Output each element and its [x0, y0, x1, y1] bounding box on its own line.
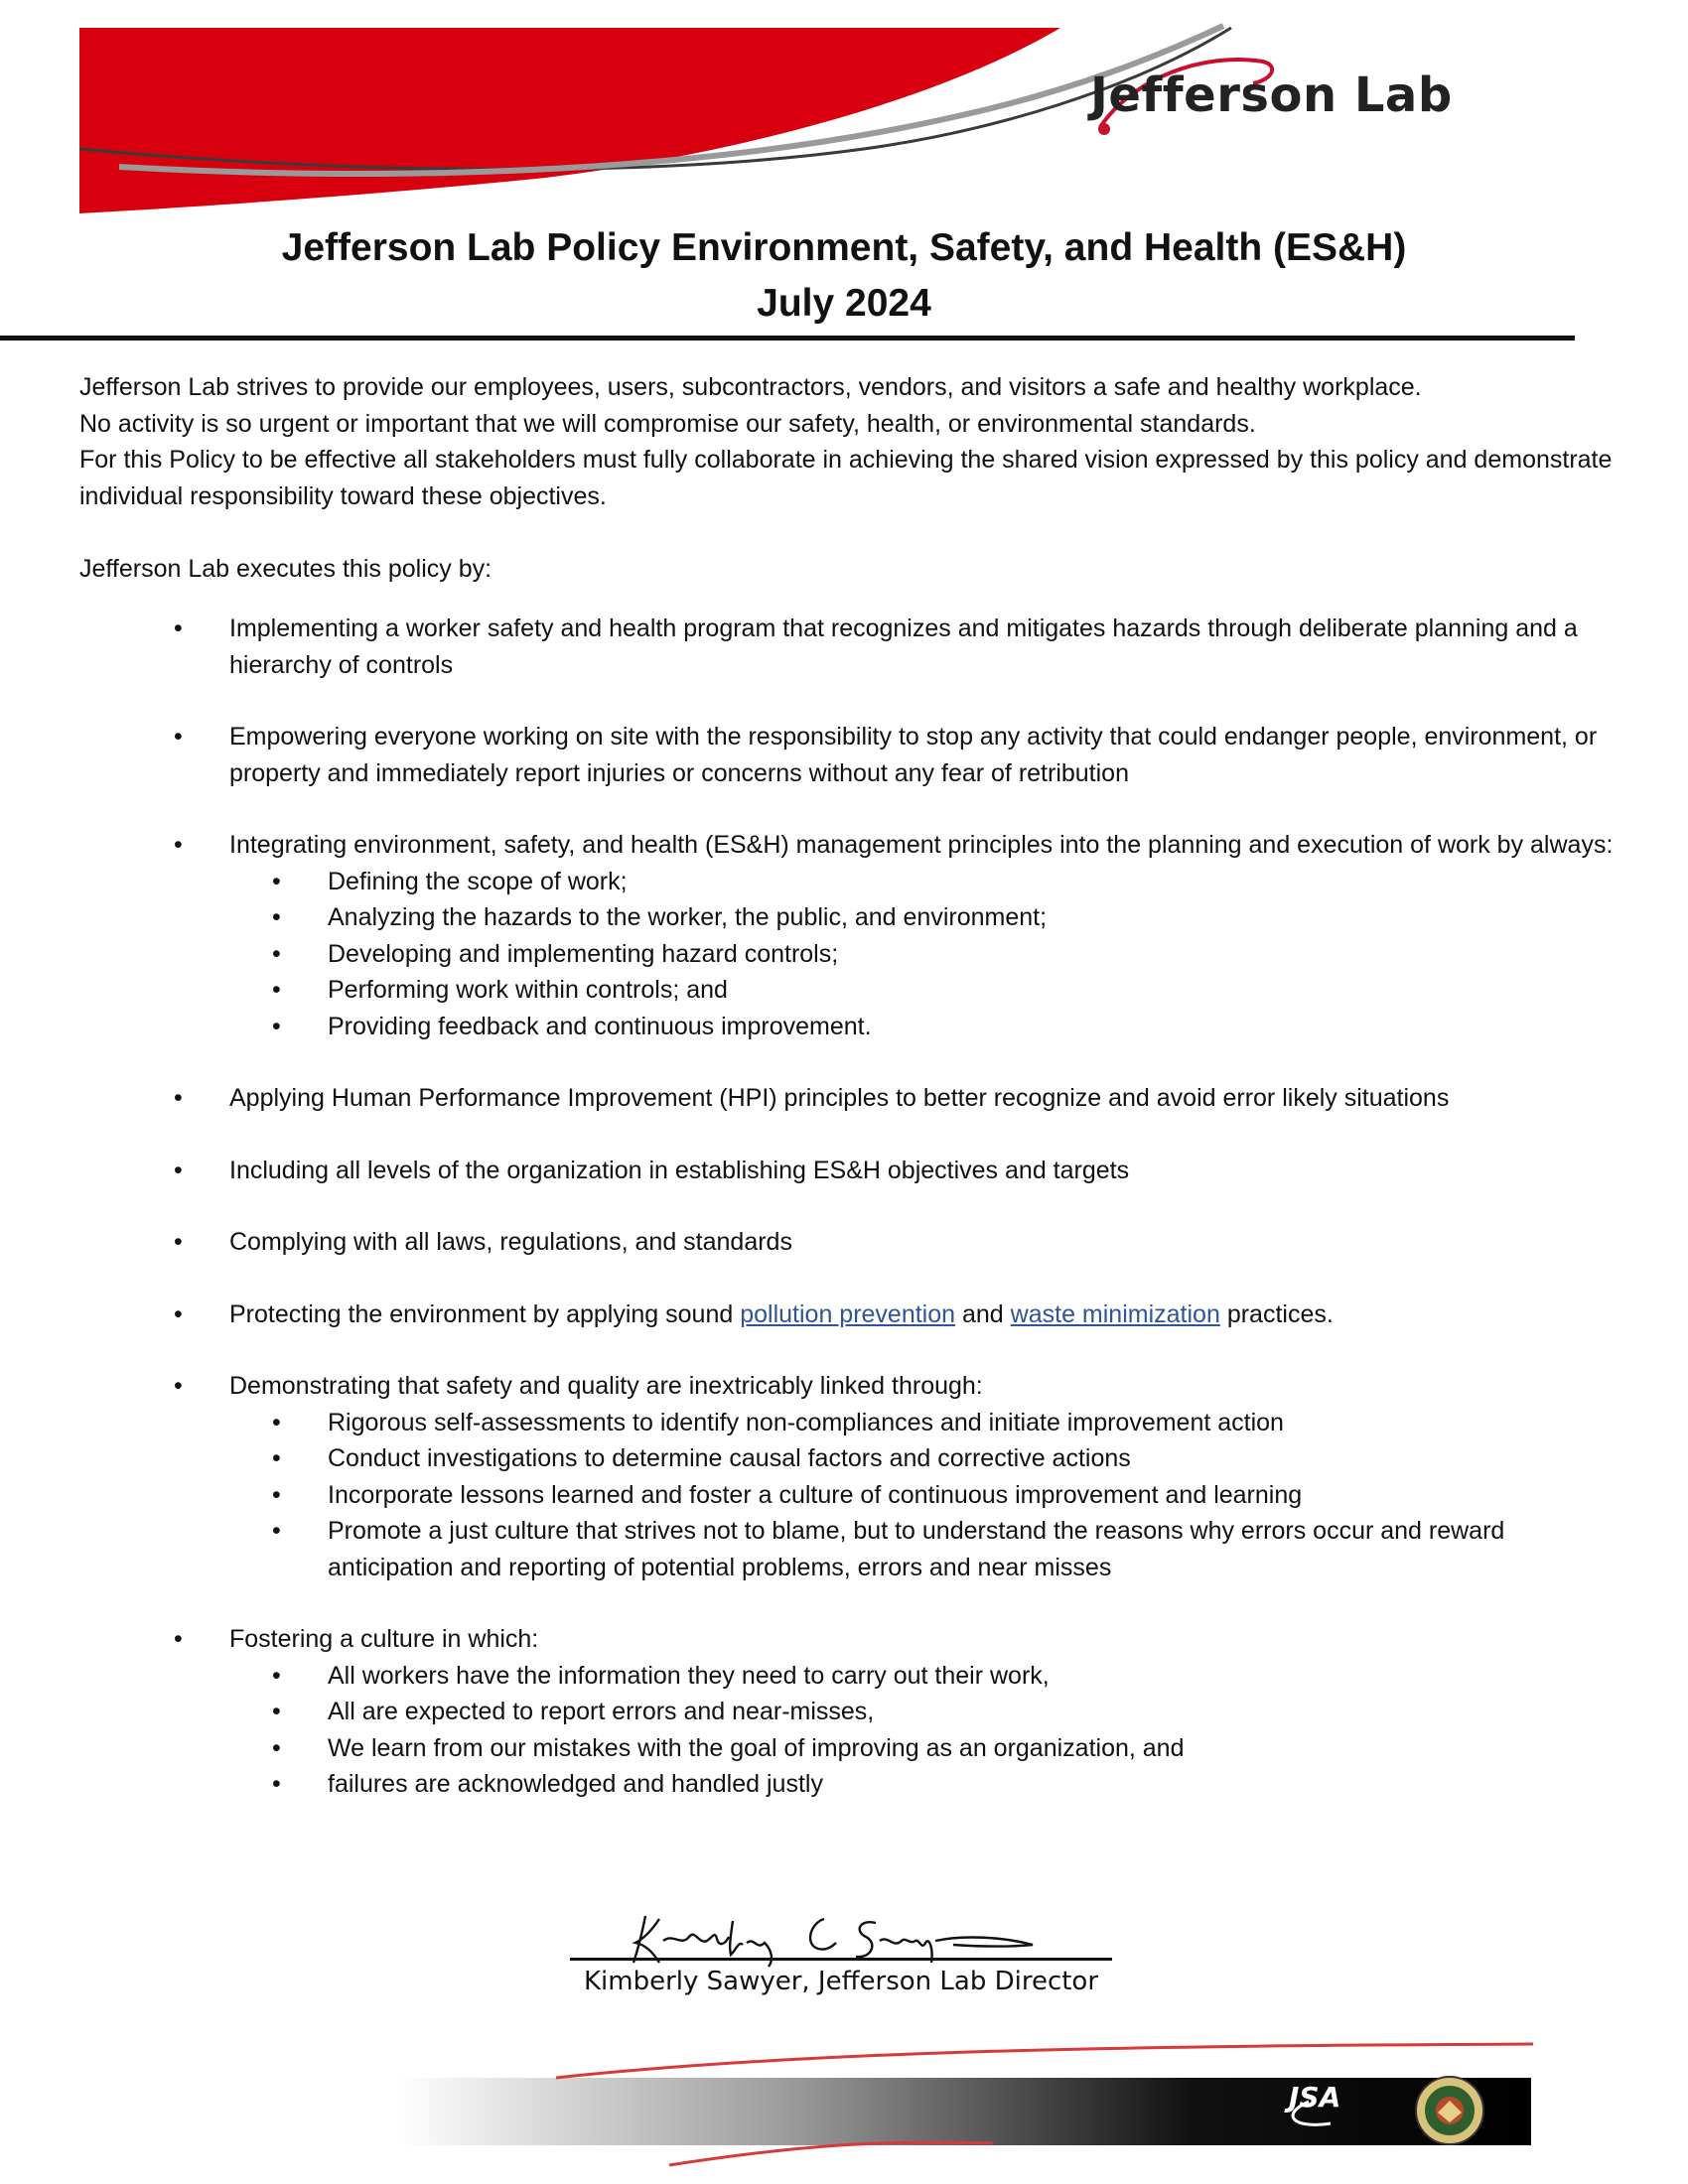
footer-red-swoosh-top — [556, 2044, 1533, 2078]
bullet-text: Including all levels of the organization in establishing ES&H objectives and targets — [229, 1156, 1130, 1184]
policy-bullet — [79, 1621, 1634, 1803]
bullet-text: Integrating environment, safety, and health (ES&H) management principles into the planning and execution of work by always: — [229, 831, 1614, 859]
policy-bullet-list — [79, 611, 1628, 1803]
intro-line-3: For this Policy to be effective all stakeholders must fully collaborate in achieving the shared vision expressed by this policy and demonstrate individual responsibility toward these objectives. — [79, 446, 1613, 510]
policy-bullet — [79, 1224, 1634, 1261]
bullet-text-prefix: Protecting the environment by applying sound — [229, 1299, 734, 1328]
sub-bullet: • We learn from our mistakes with the goal of improving as an organization, and — [229, 1730, 1634, 1767]
doe-seal-icon — [1414, 2075, 1485, 2146]
intro-line-1: Jefferson Lab strives to provide our employees, users, subcontractors, vendors, and visitors a safe and healthy workplace. — [79, 373, 1422, 401]
sub-bullet: • Rigorous self-assessments to identify non-compliances and initiate improvement action — [229, 1405, 1634, 1441]
bullet-text: Implementing a worker safety and health program that recognizes and mitigates hazards through deliberate planning and a hierarchy of controls — [229, 614, 1578, 679]
policy-bullet — [79, 611, 1634, 683]
sub-bullet: • Analyzing the hazards to the worker, the public, and environment; — [229, 899, 1634, 936]
bullet-text-middle: and — [962, 1299, 1004, 1328]
policy-body — [79, 369, 1628, 1839]
policy-bullet — [79, 1153, 1634, 1189]
executes-label: Jefferson Lab executes this policy by: — [79, 554, 492, 583]
waste-minimization-link[interactable]: waste minimization — [1010, 1299, 1220, 1328]
sub-bullet: • Conduct investigations to determine causal factors and corrective actions — [229, 1440, 1634, 1477]
intro-line-2: No activity is so urgent or important that we will compromise our safety, health, or environmental standards. — [79, 409, 1256, 438]
jsa-logo — [1289, 2081, 1340, 2114]
page-date: July 2024 — [757, 282, 931, 325]
policy-bullet — [79, 719, 1634, 791]
logo-orbit-dot — [1098, 123, 1110, 135]
footer-gradient-bar — [397, 2078, 1531, 2145]
title-divider — [0, 336, 1575, 341]
sub-bullet: • Performing work within controls; and — [229, 972, 1634, 1009]
jefferson-lab-logo: Jefferson Lab — [1090, 68, 1453, 123]
sub-bullet: • Incorporate lessons learned and foster a culture of continuous improvement and learning — [229, 1477, 1634, 1514]
bullet-text: Fostering a culture in which: — [229, 1625, 539, 1653]
signature-line — [570, 1958, 1112, 1961]
policy-bullet — [79, 1297, 1634, 1333]
sub-bullet: • Developing and implementing hazard controls; — [229, 936, 1634, 973]
bullet-text: Demonstrating that safety and quality are inextricably linked through: — [229, 1372, 983, 1400]
bullet-text-suffix: practices. — [1226, 1299, 1334, 1328]
sub-bullet: • Providing feedback and continuous improvement. — [229, 1009, 1634, 1045]
sub-bullet: • All are expected to report errors and near-misses, — [229, 1694, 1634, 1730]
sub-bullet-list — [229, 1658, 1634, 1803]
pollution-prevention-link[interactable]: pollution prevention — [740, 1299, 956, 1328]
bullet-text: Applying Human Performance Improvement (HPI) principles to better recognize and avoid error likely situations — [229, 1084, 1450, 1112]
signature-caption: Kimberly Sawyer, Jefferson Lab Director — [583, 1967, 1099, 1996]
sub-bullet: • All workers have the information they need to carry out their work, — [229, 1658, 1634, 1695]
policy-bullet — [79, 827, 1634, 1044]
bullet-text: Complying with all laws, regulations, and standards — [229, 1228, 792, 1256]
policy-bullet — [79, 1080, 1634, 1117]
page-title: Jefferson Lab Policy Environment, Safety, and Health (ES&H) — [281, 226, 1407, 269]
jsa-logo-text: JSA — [1289, 2081, 1341, 2114]
sub-bullet-list — [229, 864, 1634, 1045]
sub-bullet-list — [229, 1405, 1634, 1586]
header-red-wedge — [79, 28, 1060, 213]
policy-bullet — [79, 1368, 1634, 1585]
bullet-text: Empowering everyone working on site with the responsibility to stop any activity that could endanger people, environment, or property and immediately report injuries or concerns without any fear of retribution — [229, 723, 1598, 787]
footer-red-swoosh-bottom — [669, 2142, 993, 2165]
sub-bullet: • Defining the scope of work; — [229, 864, 1634, 900]
sub-bullet: • failures are acknowledged and handled justly — [229, 1766, 1634, 1803]
sub-bullet: • Promote a just culture that strives not to blame, but to understand the reasons why errors occur and reward anticipation and reporting of potential problems, errors and near misses — [229, 1513, 1634, 1585]
